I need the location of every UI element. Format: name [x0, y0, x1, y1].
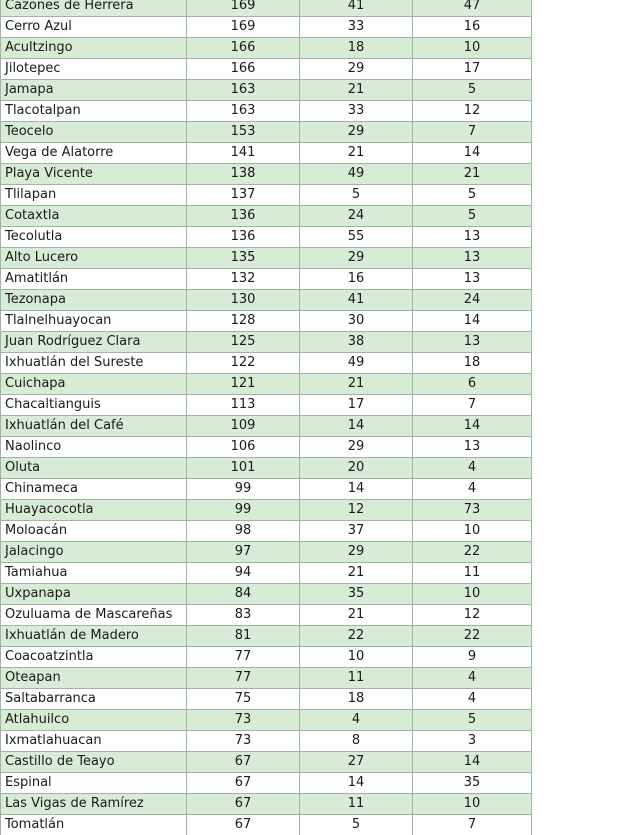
table-row [1, 668, 532, 689]
table-row [1, 458, 532, 479]
table-row [1, 164, 532, 185]
value-cell-col1: 77 [187, 668, 300, 689]
value-cell-col2: 29 [300, 248, 413, 269]
municipality-name-cell: Tezonapa [1, 290, 187, 311]
value-cell-col2: 18 [300, 689, 413, 710]
value-cell-col3: 4 [413, 458, 532, 479]
value-cell-col1: 77 [187, 647, 300, 668]
value-cell-col3: 10 [413, 521, 532, 542]
value-cell-col3: 10 [413, 794, 532, 815]
value-cell-col1: 141 [187, 143, 300, 164]
municipality-name-cell: Tomatlán [1, 815, 187, 835]
municipality-name-cell: Uxpanapa [1, 584, 187, 605]
value-cell-col1: 137 [187, 185, 300, 206]
value-cell-col1: 81 [187, 626, 300, 647]
value-cell-col1: 67 [187, 752, 300, 773]
value-cell-col2: 11 [300, 668, 413, 689]
value-cell-col2: 5 [300, 185, 413, 206]
value-cell-col1: 128 [187, 311, 300, 332]
municipality-name-cell: Cuichapa [1, 374, 187, 395]
table-row [1, 479, 532, 500]
value-cell-col2: 29 [300, 542, 413, 563]
table-row [1, 395, 532, 416]
value-cell-col1: 94 [187, 563, 300, 584]
value-cell-col2: 49 [300, 164, 413, 185]
value-cell-col1: 163 [187, 101, 300, 122]
value-cell-col2: 29 [300, 59, 413, 80]
municipality-name-cell: Chacaltianguis [1, 395, 187, 416]
value-cell-col1: 97 [187, 542, 300, 563]
value-cell-col3: 14 [413, 311, 532, 332]
municipality-name-cell: Tlacotalpan [1, 101, 187, 122]
table-row [1, 17, 532, 38]
municipality-name-cell: Ixhuatlán del Sureste [1, 353, 187, 374]
table-row [1, 689, 532, 710]
municipality-name-cell: Ixhuatlán de Madero [1, 626, 187, 647]
table-row [1, 38, 532, 59]
table-row [1, 731, 532, 752]
value-cell-col2: 20 [300, 458, 413, 479]
value-cell-col2: 17 [300, 395, 413, 416]
value-cell-col1: 67 [187, 773, 300, 794]
value-cell-col1: 135 [187, 248, 300, 269]
table-row [1, 626, 532, 647]
value-cell-col3: 13 [413, 332, 532, 353]
value-cell-col3: 3 [413, 731, 532, 752]
municipality-name-cell: Atlahuilco [1, 710, 187, 731]
value-cell-col3: 5 [413, 185, 532, 206]
value-cell-col1: 163 [187, 80, 300, 101]
municipality-name-cell: Ixmatlahuacan [1, 731, 187, 752]
value-cell-col3: 4 [413, 689, 532, 710]
value-cell-col1: 132 [187, 269, 300, 290]
value-cell-col2: 21 [300, 143, 413, 164]
value-cell-col2: 33 [300, 101, 413, 122]
value-cell-col2: 37 [300, 521, 413, 542]
value-cell-col2: 29 [300, 122, 413, 143]
value-cell-col1: 113 [187, 395, 300, 416]
value-cell-col3: 35 [413, 773, 532, 794]
value-cell-col3: 73 [413, 500, 532, 521]
table-row [1, 101, 532, 122]
value-cell-col2: 24 [300, 206, 413, 227]
value-cell-col3: 5 [413, 710, 532, 731]
value-cell-col1: 121 [187, 374, 300, 395]
value-cell-col1: 73 [187, 710, 300, 731]
table-row [1, 416, 532, 437]
table-row [1, 584, 532, 605]
value-cell-col2: 8 [300, 731, 413, 752]
value-cell-col3: 13 [413, 437, 532, 458]
value-cell-col2: 21 [300, 605, 413, 626]
municipality-name-cell: Tamiahua [1, 563, 187, 584]
value-cell-col1: 67 [187, 794, 300, 815]
value-cell-col1: 98 [187, 521, 300, 542]
table-row [1, 269, 532, 290]
municipality-name-cell: Jalacingo [1, 542, 187, 563]
value-cell-col2: 14 [300, 773, 413, 794]
value-cell-col3: 5 [413, 80, 532, 101]
table-row [1, 815, 532, 835]
municipality-name-cell: Chinameca [1, 479, 187, 500]
value-cell-col2: 4 [300, 710, 413, 731]
municipality-name-cell: Castillo de Teayo [1, 752, 187, 773]
value-cell-col1: 169 [187, 17, 300, 38]
table-row [1, 710, 532, 731]
value-cell-col3: 21 [413, 164, 532, 185]
value-cell-col3: 7 [413, 395, 532, 416]
value-cell-col3: 16 [413, 17, 532, 38]
value-cell-col3: 22 [413, 542, 532, 563]
municipality-name-cell: Juan Rodríguez Clara [1, 332, 187, 353]
table-row [1, 248, 532, 269]
value-cell-col1: 166 [187, 38, 300, 59]
value-cell-col2: 21 [300, 563, 413, 584]
value-cell-col1: 75 [187, 689, 300, 710]
value-cell-col1: 130 [187, 290, 300, 311]
municipality-name-cell: Coacoatzintla [1, 647, 187, 668]
value-cell-col1: 122 [187, 353, 300, 374]
value-cell-col2: 33 [300, 17, 413, 38]
value-cell-col3: 7 [413, 122, 532, 143]
value-cell-col3: 6 [413, 374, 532, 395]
municipality-name-cell: Ozuluama de Mascareñas [1, 605, 187, 626]
value-cell-col3: 4 [413, 668, 532, 689]
municipality-name-cell: Huayacocotla [1, 500, 187, 521]
value-cell-col1: 73 [187, 731, 300, 752]
value-cell-col1: 83 [187, 605, 300, 626]
table-row [1, 500, 532, 521]
table-body [1, 0, 532, 835]
municipality-name-cell: Cotaxtla [1, 206, 187, 227]
value-cell-col1: 169 [187, 0, 300, 17]
table-row [1, 647, 532, 668]
value-cell-col3: 17 [413, 59, 532, 80]
municipality-name-cell: Tlilapan [1, 185, 187, 206]
value-cell-col2: 38 [300, 332, 413, 353]
table-row [1, 122, 532, 143]
table-row [1, 437, 532, 458]
municipality-name-cell: Las Vigas de Ramírez [1, 794, 187, 815]
value-cell-col3: 24 [413, 290, 532, 311]
value-cell-col2: 22 [300, 626, 413, 647]
value-cell-col3: 13 [413, 227, 532, 248]
value-cell-col3: 4 [413, 479, 532, 500]
municipality-name-cell: Alto Lucero [1, 248, 187, 269]
table-row [1, 353, 532, 374]
value-cell-col3: 10 [413, 38, 532, 59]
municipality-name-cell: Espinal [1, 773, 187, 794]
value-cell-col2: 18 [300, 38, 413, 59]
table-row [1, 332, 532, 353]
table-row [1, 605, 532, 626]
value-cell-col3: 18 [413, 353, 532, 374]
municipality-name-cell: Oteapan [1, 668, 187, 689]
table-row [1, 773, 532, 794]
value-cell-col2: 10 [300, 647, 413, 668]
table-row [1, 143, 532, 164]
municipality-name-cell: Oluta [1, 458, 187, 479]
value-cell-col1: 99 [187, 479, 300, 500]
table-row [1, 374, 532, 395]
value-cell-col1: 109 [187, 416, 300, 437]
value-cell-col2: 49 [300, 353, 413, 374]
value-cell-col3: 14 [413, 143, 532, 164]
value-cell-col1: 138 [187, 164, 300, 185]
value-cell-col3: 12 [413, 605, 532, 626]
value-cell-col2: 14 [300, 416, 413, 437]
value-cell-col2: 14 [300, 479, 413, 500]
value-cell-col1: 99 [187, 500, 300, 521]
municipality-name-cell: Tlalnelhuayocan [1, 311, 187, 332]
value-cell-col3: 13 [413, 269, 532, 290]
value-cell-col2: 27 [300, 752, 413, 773]
value-cell-col3: 22 [413, 626, 532, 647]
value-cell-col2: 16 [300, 269, 413, 290]
value-cell-col3: 7 [413, 815, 532, 835]
value-cell-col1: 84 [187, 584, 300, 605]
value-cell-col3: 13 [413, 248, 532, 269]
municipality-name-cell: Playa Vicente [1, 164, 187, 185]
value-cell-col2: 29 [300, 437, 413, 458]
municipality-name-cell: Naolinco [1, 437, 187, 458]
municipality-name-cell: Ixhuatlán del Café [1, 416, 187, 437]
value-cell-col2: 5 [300, 815, 413, 835]
value-cell-col3: 14 [413, 416, 532, 437]
table-row [1, 227, 532, 248]
value-cell-col3: 14 [413, 752, 532, 773]
municipality-name-cell: Acultzingo [1, 38, 187, 59]
value-cell-col2: 41 [300, 0, 413, 17]
value-cell-col3: 10 [413, 584, 532, 605]
table-row [1, 206, 532, 227]
municipality-name-cell: Jamapa [1, 80, 187, 101]
value-cell-col2: 12 [300, 500, 413, 521]
value-cell-col2: 21 [300, 374, 413, 395]
municipality-name-cell: Vega de Alatorre [1, 143, 187, 164]
value-cell-col1: 125 [187, 332, 300, 353]
table-row [1, 185, 532, 206]
municipality-name-cell: Teocelo [1, 122, 187, 143]
value-cell-col3: 9 [413, 647, 532, 668]
municipality-name-cell: Saltabarranca [1, 689, 187, 710]
table-row [1, 311, 532, 332]
value-cell-col3: 11 [413, 563, 532, 584]
table-row [1, 794, 532, 815]
value-cell-col1: 136 [187, 206, 300, 227]
value-cell-col1: 101 [187, 458, 300, 479]
value-cell-col1: 67 [187, 815, 300, 835]
value-cell-col3: 12 [413, 101, 532, 122]
municipality-name-cell: Moloacán [1, 521, 187, 542]
value-cell-col2: 35 [300, 584, 413, 605]
table-row [1, 0, 532, 17]
value-cell-col3: 5 [413, 206, 532, 227]
table-row [1, 59, 532, 80]
table-row [1, 752, 532, 773]
value-cell-col1: 166 [187, 59, 300, 80]
value-cell-col2: 30 [300, 311, 413, 332]
municipality-name-cell: Cazones de Herrera [1, 0, 187, 17]
table-row [1, 521, 532, 542]
municipality-name-cell: Cerro Azul [1, 17, 187, 38]
value-cell-col2: 21 [300, 80, 413, 101]
value-cell-col1: 153 [187, 122, 300, 143]
value-cell-col1: 136 [187, 227, 300, 248]
municipality-name-cell: Tecolutla [1, 227, 187, 248]
table-row [1, 80, 532, 101]
value-cell-col2: 55 [300, 227, 413, 248]
value-cell-col1: 106 [187, 437, 300, 458]
municipality-name-cell: Amatitlán [1, 269, 187, 290]
table-row [1, 542, 532, 563]
value-cell-col2: 11 [300, 794, 413, 815]
table-row [1, 290, 532, 311]
value-cell-col2: 41 [300, 290, 413, 311]
value-cell-col3: 47 [413, 0, 532, 17]
municipality-name-cell: Jilotepec [1, 59, 187, 80]
table-row [1, 563, 532, 584]
